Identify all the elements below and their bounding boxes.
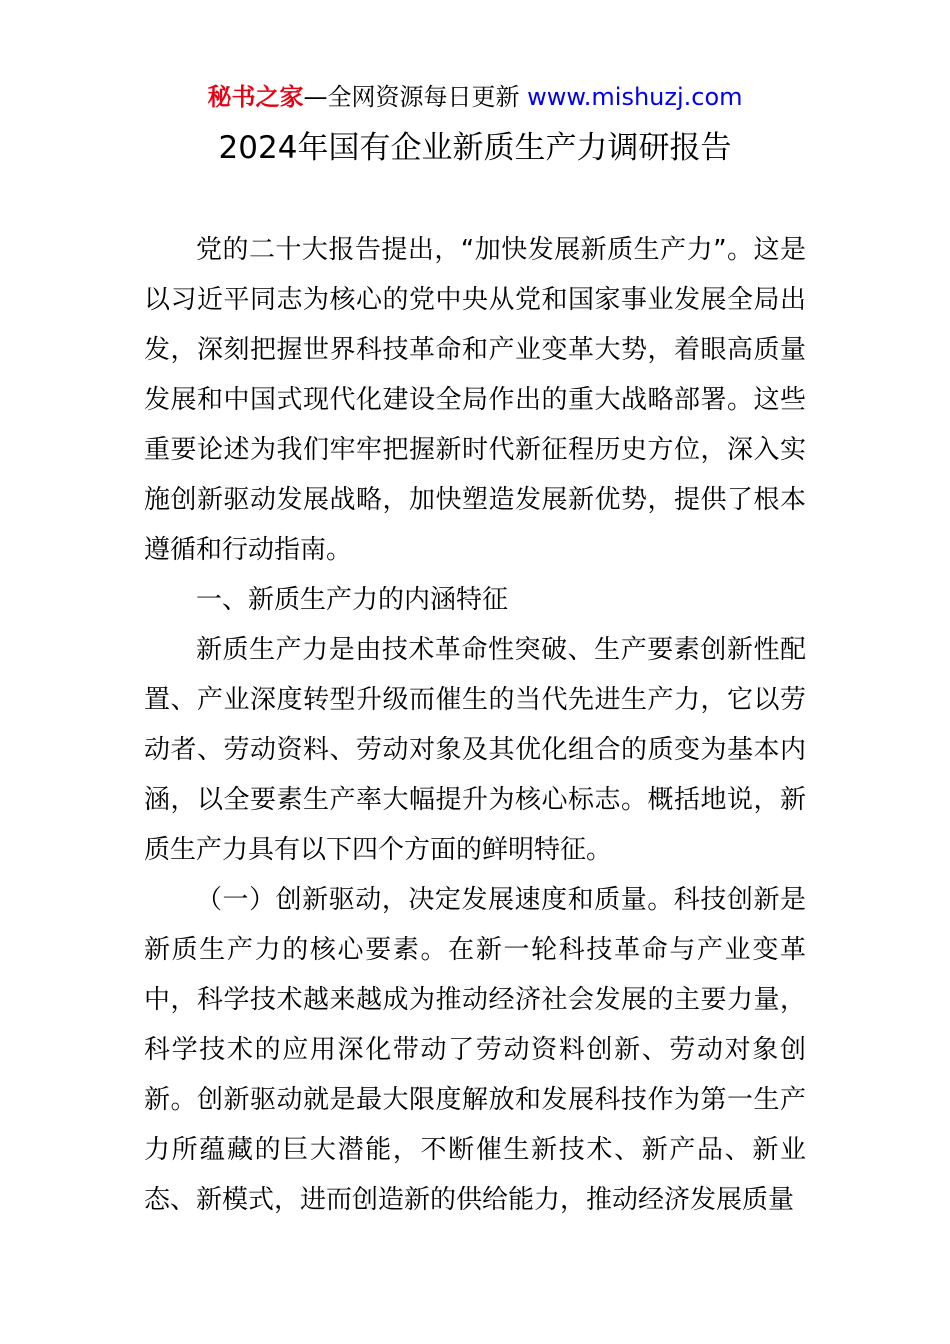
paragraph-innovation: （一）创新驱动，决定发展速度和质量。科技创新是新质生产力的核心要素。在新一轮科技革命与产业变革中，科学技术越来越成为推动经济社会发展的主要力量，科学技术的应用深化带动了劳动资料创新、劳动对象创新。创新驱动就是最大限度解放和发展科技作为第一生产力所蕴藏的巨大潜能，不断催生新技术、新产品、新业态、新模式，进而创造新的供给能力，推动经济发展质量 [144,885,806,1215]
document-body [144,225,806,1225]
site-url-link[interactable]: www.mishuzj.com [527,83,743,111]
paragraph-intro: 党的二十大报告提出，“加快发展新质生产力”。这是以习近平同志为核心的党中央从党和国家事业发展全局出发，深刻把握世界科技革命和产业变革大势，着眼高质量发展和中国式现代化建设全局作出的重大战略部署。这些重要论述为我们牢牢把握新时代新征程历史方位，深入实施创新驱动发展战略，加快塑造发展新优势，提供了根本遵循和行动指南。 [144,235,806,565]
document-title: 2024年国有企业新质生产力调研报告 [218,130,732,166]
section-heading: 一、新质生产力的内涵特征 [196,585,509,615]
header-tagline: —全网资源每日更新 [303,83,520,111]
paragraph-definition: 新质生产力是由技术革命性突破、生产要素创新性配置、产业深度转型升级而催生的当代先进生产力，它以劳动者、劳动资料、劳动对象及其优化组合的质变为基本内涵，以全要素生产率大幅提升为核心标志。概括地说，新质生产力具有以下四个方面的鲜明特征。 [144,635,806,865]
site-header [0,80,950,114]
brand-name: 秘书之家 [207,83,304,111]
